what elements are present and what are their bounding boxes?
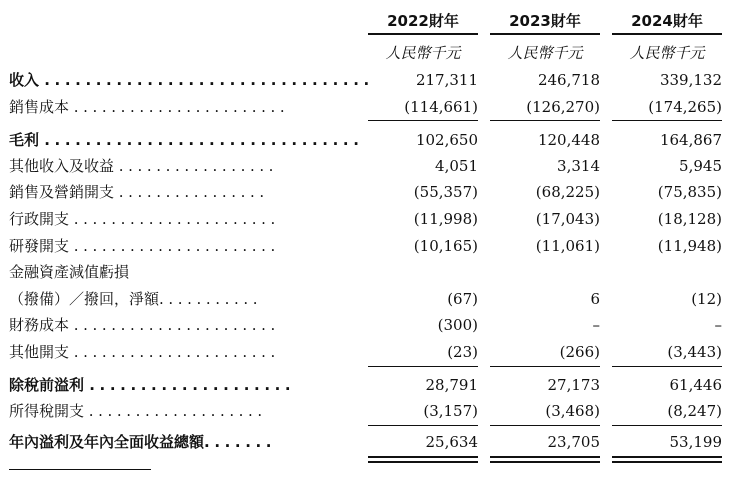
- subtotal-rule: [490, 366, 600, 367]
- row-value-2022: 28,791: [425, 376, 478, 394]
- table-row-profit-before-tax: [0, 372, 732, 398]
- row-label: 年內溢利及年內全面收益總額.......: [9, 433, 277, 451]
- subtotal-rule: [612, 425, 722, 426]
- subtotal-rule: [368, 120, 478, 121]
- row-value-2023: 27,173: [547, 376, 600, 394]
- row-value-2023: (266): [559, 343, 600, 361]
- footnote-rule: [9, 469, 151, 470]
- subtotal-rule: [490, 425, 600, 426]
- table-row-impairment: [0, 286, 732, 312]
- row-value-2023: 3,314: [557, 157, 600, 175]
- row-value-2022: (11,998): [413, 210, 478, 228]
- table-row-impairment-heading: [0, 259, 732, 285]
- row-value-2023: (3,468): [545, 402, 600, 420]
- row-value-2024: –: [714, 316, 722, 334]
- header-underline: [490, 33, 600, 35]
- table-row-selling-expenses: [0, 179, 732, 205]
- header-underline: [368, 33, 478, 35]
- row-label: 除稅前溢利 ....................: [9, 376, 296, 394]
- row-value-2022: (67): [447, 290, 478, 308]
- row-label: 所得稅開支 ...................: [9, 402, 267, 420]
- row-label: 行政開支 ......................: [9, 210, 280, 228]
- row-value-2023: 246,718: [537, 71, 600, 89]
- column-unit-2023: 人民幣千元: [507, 44, 583, 62]
- subtotal-rule: [368, 425, 478, 426]
- row-value-2022: (300): [437, 316, 478, 334]
- row-value-2024: (12): [691, 290, 722, 308]
- row-value-2022: (23): [447, 343, 478, 361]
- total-double-rule: [612, 456, 722, 463]
- row-value-2023: (126,270): [526, 98, 600, 116]
- total-double-rule: [490, 456, 600, 463]
- subtotal-rule: [612, 120, 722, 121]
- row-label: 其他開支 ......................: [9, 343, 280, 361]
- column-unit-2022: 人民幣千元: [385, 44, 461, 62]
- subtotal-rule: [490, 120, 600, 121]
- row-value-2023: 120,448: [537, 131, 600, 149]
- table-row-other-expenses: [0, 339, 732, 365]
- row-value-2023: (68,225): [535, 183, 600, 201]
- table-row-total-comprehensive-income: [0, 429, 732, 455]
- row-value-2022: (114,661): [404, 98, 478, 116]
- row-label: 收入 ................................: [9, 71, 374, 89]
- row-value-2024: 5,945: [679, 157, 722, 175]
- row-value-2024: 339,132: [659, 71, 722, 89]
- row-label: 毛利 ...............................: [9, 131, 364, 149]
- table-row-gross-profit: [0, 127, 732, 153]
- row-value-2024: (174,265): [648, 98, 722, 116]
- row-label: 金融資產減值虧損: [9, 263, 130, 281]
- row-value-2023: 23,705: [547, 433, 600, 451]
- column-header-2023: 2023財年: [509, 12, 581, 30]
- row-value-2024: (3,443): [667, 343, 722, 361]
- row-value-2023: 6: [590, 290, 600, 308]
- table-row-rnd-expenses: [0, 233, 732, 259]
- column-unit-2024: 人民幣千元: [629, 44, 705, 62]
- total-double-rule: [368, 456, 478, 463]
- row-value-2022: (55,357): [413, 183, 478, 201]
- row-value-2022: (3,157): [423, 402, 478, 420]
- row-value-2023: –: [592, 316, 600, 334]
- table-row-admin-expenses: [0, 206, 732, 232]
- row-value-2024: 164,867: [659, 131, 722, 149]
- table-row-income-tax: [0, 398, 732, 424]
- row-value-2023: (11,061): [535, 237, 600, 255]
- row-label: 銷售及營銷開支 ................: [9, 183, 269, 201]
- table-row-other-income: [0, 153, 732, 179]
- table-row-finance-costs: [0, 312, 732, 338]
- row-value-2024: (8,247): [667, 402, 722, 420]
- row-label: 研發開支 ......................: [9, 237, 280, 255]
- row-value-2022: 102,650: [415, 131, 478, 149]
- row-value-2022: 25,634: [425, 433, 478, 451]
- column-header-2022: 2022財年: [387, 12, 459, 30]
- row-value-2023: (17,043): [535, 210, 600, 228]
- row-value-2022: 4,051: [435, 157, 478, 175]
- row-label: 其他收入及收益 .................: [9, 157, 279, 175]
- row-value-2024: 53,199: [669, 433, 722, 451]
- row-value-2024: (18,128): [657, 210, 722, 228]
- subtotal-rule: [612, 366, 722, 367]
- subtotal-rule: [368, 366, 478, 367]
- header-underline: [612, 33, 722, 35]
- row-label: （撥備）／撥回，淨額...........: [9, 290, 263, 308]
- row-value-2024: 61,446: [669, 376, 722, 394]
- table-row-cost-of-sales: [0, 94, 732, 120]
- row-value-2022: 217,311: [415, 71, 478, 89]
- row-label: 銷售成本 .......................: [9, 98, 290, 116]
- row-value-2022: (10,165): [413, 237, 478, 255]
- row-value-2024: (11,948): [657, 237, 722, 255]
- table-row-revenue: [0, 67, 732, 93]
- row-value-2024: (75,835): [657, 183, 722, 201]
- row-label: 財務成本 ......................: [9, 316, 280, 334]
- column-header-2024: 2024財年: [631, 12, 703, 30]
